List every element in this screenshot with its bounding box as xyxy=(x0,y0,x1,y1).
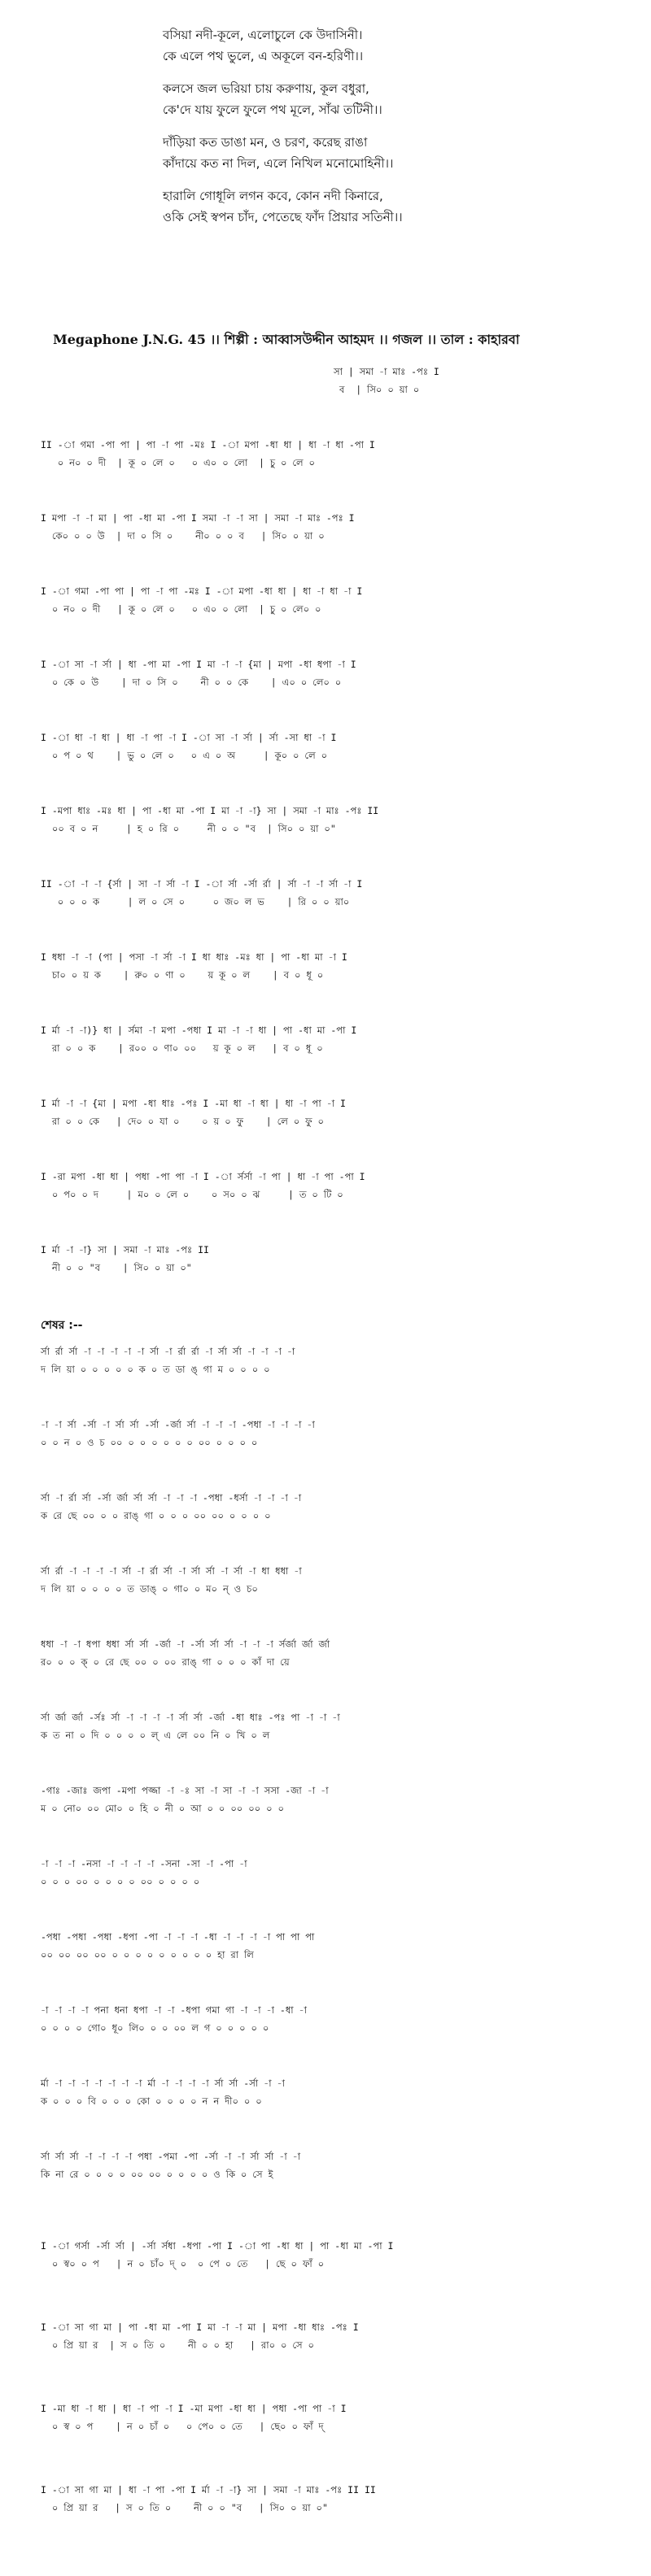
notation-row xyxy=(41,2476,627,2557)
note-line: ধধা -া -া ধপা ধধা র্সা র্সা -র্জা -া -র্সা র্সা র্সা -া -া -া র্সর্জা র্জা র্জা xyxy=(41,1638,330,1650)
syllable-line: কে০ ০ ০ উ | দা ০ সি ০ নী০ ০ ০ ব | সি০ ০ য়া ০ xyxy=(41,530,325,542)
lyrics-block xyxy=(163,24,537,239)
syllable-line: ০ কে ০ উ | দা ০ সি ০ নী ০ ০ কে | এ০ ০ লে০ ০ xyxy=(41,677,342,688)
lyric-line: কাঁদায়ে কত না দিল, এলে নিখিল মনোমোহিনী।। xyxy=(163,156,394,171)
notation-row xyxy=(41,1090,627,1163)
syllable-line: ০০ ব ০ ন | হ ০ রি ০ নী ০ ০ "ব | সি০ ০ য়া ০" xyxy=(41,823,336,834)
notation-row xyxy=(41,577,627,651)
note-line: র্সা র্রা র্সা -া -া -া -া -া র্সা -া র্রা র্রা -া র্সা র্সা -া -া -া -া xyxy=(41,1346,295,1357)
notation-row xyxy=(41,1163,627,1236)
note-line: -া -া র্সা -র্সা -া র্সা র্সা -র্সা -র্জা র্সা -া -া -া -পধা -া -া -া -া xyxy=(41,1419,315,1430)
syllable-line: ০ ০ ০ ০ গো০ ধূ০ লি০ ০ ০ ০০ ল গ ০ ০ ০ ০ ০ xyxy=(41,2022,269,2034)
notation-row xyxy=(41,1630,627,1704)
notation-row xyxy=(41,1557,627,1630)
note-line: I র্মা -া -া {মা | মপা -ধা ধাঃ -পঃ I -মা ধা -া ধা | ধা -া পা -া I xyxy=(41,1098,346,1109)
notation-row xyxy=(41,1016,627,1090)
notation-row xyxy=(41,1850,627,1923)
syllable-line: ০ প্রি য়া র | স ০ তি ০ নী ০ ০ "ব | সি০ ০ য়া ০" xyxy=(41,2502,328,2513)
syllable-line: ০ ০ ন ০ ও চ ০০ ০ ০ ০ ০ ০ ০ ০০ ০ ০ ০ ০ xyxy=(41,1437,258,1448)
stanza-1 xyxy=(163,24,537,67)
lyric-line: কে এলে পথ ভুলে, এ অকূলে বন-হরিণী।। xyxy=(163,49,364,63)
syllable-line: ব | সি০ ০ য়া ০ xyxy=(41,384,420,395)
notation-row xyxy=(41,1777,627,1850)
notation-row xyxy=(41,1484,627,1557)
notation-row xyxy=(41,1923,627,1996)
notation-section-sher xyxy=(41,1338,627,2216)
lyric-line: কে'দে যায় ফুলে ফুলে পথ মূলে, সাঁঝ তটিনী।। xyxy=(163,102,382,117)
syllable-line: ০০ ০০ ০০ ০০ ০ ০ ০ ০ ০ ০ ০ ০ ০ হা রা লি xyxy=(41,1949,254,1960)
note-line: I মপা -া -া মা | পা -ধা মা -পা I সমা -া -া সা | সমা -া মাঃ -পঃ I xyxy=(41,512,355,524)
note-line: -পধা -পধা -পধা -ধপা -পা -া -া -া -ধা -া -া -া -া পা পা পা xyxy=(41,1931,315,1943)
syllable-line: ০ ন০ ০ দী | কূ ০ লে ০ ০ এ০ ০ লো | চু ০ লে ০ xyxy=(41,457,316,468)
syllable-line: চা০ ০ য় ক | রু০ ০ ণা ০ য় কূ ০ ল | ব ০ ধূ ০ xyxy=(41,969,324,981)
note-line: I -া সা -া ৰ্সা | ধা -পা মা -পা I মা -া -া {মা | মপা -ধা ধপা -া I xyxy=(41,659,356,670)
syllable-line: ক ত না ০ দি ০ ০ ০ ০ ল্ এ লে ০০ নি ০ খি ০ ল xyxy=(41,1730,270,1741)
note-line: র্সা র্সা র্সা -া -া -া -া পধা -পমা -পা -র্সা -া -া র্সা র্সা -া -া xyxy=(41,2151,301,2162)
notation-section-final xyxy=(41,2232,627,2557)
syllable-line: দ লি য়া ০ ০ ০ ০ ০ ক ০ ত ডা ঙ্ গা ম ০ ০ ০ ০ xyxy=(41,1364,270,1375)
notation-row xyxy=(41,724,627,797)
note-line: I র্মা -া -া)} ধা | র্সমা -া মপা -পধা I মা -া -া ধা | পা -ধা মা -পা I xyxy=(41,1025,357,1036)
syllable-line: ০ ন০ ০ দী | কূ ০ লে ০ ০ এ০ ০ লো | চু ০ লে০ ০ xyxy=(41,603,321,615)
note-line: I ধধা -া -া (পা | পসা -া র্সা -া I ধা ধাঃ -মঃ ধা | পা -ধা মা -া I xyxy=(41,951,347,963)
notation-row xyxy=(41,870,627,943)
note-line: র্মা -া -া -া -া -া -া -া র্মা -া -া -া -া র্সা র্সা -র্সা -া -া xyxy=(41,2078,285,2089)
syllable-line: র০ ০ ০ ক্ ০ রে ছে ০০ ০ ০০ রাঙ্ গা ০ ০ ০ কাঁ দা য়ে xyxy=(41,1656,290,1668)
syllable-line: কি না রে ০ ০ ০ ০ ০০ ০০ ০ ০ ০ ০ ও কি ০ সে ই xyxy=(41,2169,273,2180)
syllable-line: রা ০ ০ কে | দে০ ০ যা ০ ০ য় ০ ফু | লে ০ ফু ০ xyxy=(41,1116,324,1127)
syllable-line: ম ০ নো০ ০০ মো০ ০ হি ০ নী ০ আ ০ ০ ০০ ০০ ০ ০ xyxy=(41,1803,284,1814)
syllable-line: রা ০ ০ ক | র০০ ০ ণা০ ০০ য় কূ ০ ল | ব ০ ধূ ০ xyxy=(41,1042,323,1054)
syllable-line: ০ প্রি য়া র | স ০ তি ০ নী ০ ০ হা | রা০ ০ সে ০ xyxy=(41,2339,315,2351)
note-line: র্সা -া র্রা র্সা -র্সা র্জা র্সা র্সা -া -া -া -পধা -ধর্সা -া -া -া -া xyxy=(41,1492,302,1503)
syllable-line: ক ০ ০ ০ বি ০ ০ ০ কো ০ ০ ০ ০ ন ন দী০ ০ ০ xyxy=(41,2095,262,2107)
note-line: I -া ধা -া ধা | ধা -া পা -া I -া সা -া র্সা | র্সা -সা ধা -া I xyxy=(41,732,337,743)
note-line: I -রা মপা -ধা ধা | পধা -পা পা -া I -া র্সর্সা -া পা | ধা -া পা -পা I xyxy=(41,1171,365,1182)
note-line: I -মপা ধাঃ -মঃ ধা | পা -ধা মা -পা I মা -া -া} সা | সমা -া মাঃ -পঃ II xyxy=(41,805,379,816)
note-line: র্সা র্রা -া -া -া -া র্সা -া র্রা র্সা -া র্সা র্সা -া র্সা -া ধা ধধা -া xyxy=(41,1565,302,1577)
syllable-line: ০ ০ ০ ক | ল ০ সে ০ ০ জ০ ল ভ | রি ০ ০ য়া০ xyxy=(41,896,350,907)
notation-row xyxy=(41,1411,627,1484)
note-line: I -া গমা -পা পা | পা -া পা -মঃ I -া মপা -ধা ধা | ধা -া ধা -া I xyxy=(41,585,363,597)
lyric-line: বসিয়া নদী-কূলে, এলোচুলে কে উদাসিনী। xyxy=(163,28,363,42)
syllable-line: ০ প০ ০ দ | ম০ ০ লে ০ ০ স০ ০ ঝ | ত ০ টি ০ xyxy=(41,1189,343,1200)
lyric-line: ওকি সেই স্বপন চাঁদ, পেতেছে ফাঁদ প্রিয়ার সতিনী।। xyxy=(163,210,403,224)
notation-row xyxy=(41,504,627,577)
lyric-line: হারালি গোধূলি লগন কবে, কোন নদী কিনারে, xyxy=(163,189,383,203)
note-line: II -া গমা -পা পা | পা -া পা -মঃ I -া মপা -ধা ধা | ধা -া ধা -পা I xyxy=(41,439,375,450)
note-line: সা | সমা -া মাঃ -পঃ I xyxy=(41,366,439,377)
note-line: I -মা ধা -া ধা | ধা -া পা -া I -মা মপা -ধা ধা | পধা -পা পা -া I xyxy=(41,2403,347,2414)
lyric-line: কলসে জল ভরিয়া চায় করুণায়, কূল বধুরা, xyxy=(163,81,369,96)
note-line: I র্মা -া -া} সা | সমা -া মাঃ -পঃ II xyxy=(41,1244,209,1255)
notation-section-main xyxy=(41,358,627,1309)
notation-row xyxy=(41,651,627,724)
note-line: র্সা র্জা র্জা -র্সঃ র্সা -া -া -া -া র্সা র্সা -র্জা -ধা ধাঃ -পঃ পা -া -া -া xyxy=(41,1712,340,1723)
note-line: -া -া -া -নসা -া -া -া -া -সনা -সা -া -পা -া xyxy=(41,1858,247,1869)
stanza-3 xyxy=(163,132,537,174)
notation-row xyxy=(41,1338,627,1411)
record-header: Megaphone J.N.G. 45 ।। শিল্পী : আব্বাসউদ্দীন আহমদ ।। গজল ।। তাল : কাহারবা xyxy=(53,332,520,347)
notation-row xyxy=(41,431,627,504)
stanza-2 xyxy=(163,78,537,120)
syllable-line: নী ০ ০ "ব | সি০ ০ য়া ০" xyxy=(41,1262,192,1273)
notation-row xyxy=(41,2069,627,2143)
note-line: I -া সা গা মা | ধা -া পা -পা I র্মা -া -া} সা | সমা -া মাঃ -পঃ II II xyxy=(41,2484,376,2496)
notation-row xyxy=(41,1996,627,2069)
note-line: II -া -া -া {র্সা | সা -া র্সা -া I -া র্সা -র্সা র্রা | র্সা -া -া র্সা -া I xyxy=(41,878,363,890)
stanza-4 xyxy=(163,185,537,228)
syllable-line: দ লি য়া ০ ০ ০ ০ ত ডাঙ্ ০ গা০ ০ ম০ ন্ ও চ০ xyxy=(41,1583,258,1595)
note-line: I -া সা গা মা | পা -ধা মা -পা I মা -া -া মা | মপা -ধা ধাঃ -পঃ I xyxy=(41,2321,359,2333)
syllable-line: ০ স্ব ০ প | ন ০ চাঁ ০ ০ পে০ ০ তে | ছে০ ০ ফাঁ দ্ xyxy=(41,2421,324,2432)
notation-row xyxy=(41,1704,627,1777)
syllable-line: ০ স্ব০ ০ প | ন ০ চাঁ০ দ্ ০ ০ পে ০ তে | ছে ০ ফাঁ ০ xyxy=(41,2258,325,2269)
note-line: -া -া -া -া পনা ধনা ধপা -া -া -ধপা গমা গা -া -া -া -ধা -া xyxy=(41,2004,308,2016)
lyric-line: দাঁড়িয়া কত ডাঙা মন, ও চরণ, করেছ রাঙা xyxy=(163,135,368,150)
syllable-line: ক রে ছে ০০ ০ ০ রাঙ্ গা ০ ০ ০ ০০ ০০ ০ ০ ০ ০ xyxy=(41,1510,271,1521)
syllable-line: ০ ০ ০ ০০ ০ ০ ০ ০ ০০ ০ ০ ০ ০ xyxy=(41,1876,200,1887)
note-line: -গাঃ -জাঃ জপা -মপা পজ্জা -া -ঃ সা -া সা -া -া সসা -জা -া -া xyxy=(41,1785,329,1796)
notation-row xyxy=(41,2143,627,2216)
notation-row xyxy=(41,2313,627,2395)
note-line: I -া গর্সা -র্সা র্সা | -র্সা র্সধা -ধপা -পা I -া পা -ধা ধা | পা -ধা মা -পা I xyxy=(41,2240,394,2252)
syllable-line: ০ প ০ থ | ভু ০ লে ০ ০ এ ০ অ | কূ০ ০ লে ০ xyxy=(41,750,328,761)
sher-title: শেষর :-- xyxy=(41,1319,83,1332)
notation-row xyxy=(41,797,627,870)
notation-row xyxy=(41,2232,627,2313)
notation-row xyxy=(41,2395,627,2476)
notation-row xyxy=(41,943,627,1016)
notation-row xyxy=(41,358,627,431)
notation-row xyxy=(41,1236,627,1309)
